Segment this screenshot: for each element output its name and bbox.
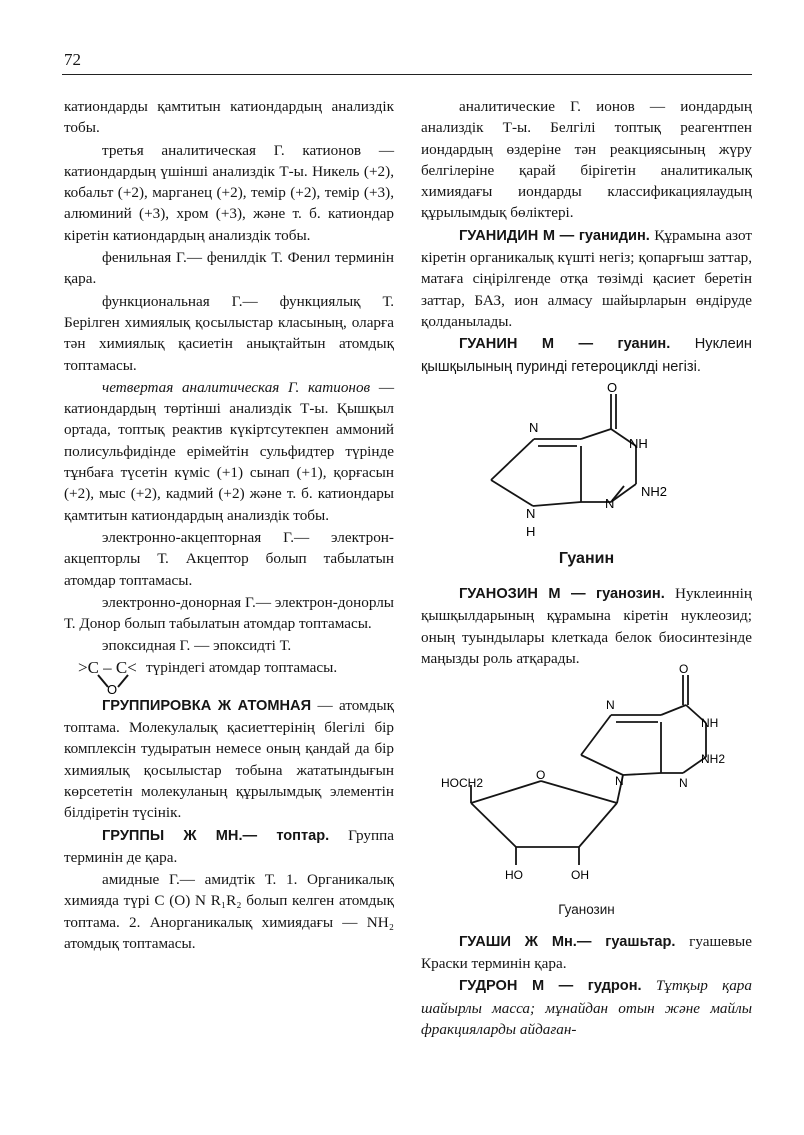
entry-text: амидные Г.— амидтік Т. 1. Органикалық химияда түрі C (O) N R₁R₂ болып келген атомдық топтама. 2. Анорганикалық химиядағы — NH₂ атомдық топтамасы. (64, 871, 394, 952)
svg-text:O: O (536, 768, 546, 783)
left-column (64, 96, 394, 955)
entry-text: ГУАНИН М — гуанин. Нуклеин қышқылының пуринді гетероциклді негізі. (421, 336, 752, 375)
guanine-structure (421, 379, 752, 544)
svg-text:NH: NH (701, 716, 719, 731)
entry-text: ГУАНОЗИН М — гуанозин. Нуклеиннің қышқылдарының құрамына кіретін нуклеозид; оның туындылары клеткада белок биосинтезінде маңызды роль атқарады. (421, 585, 752, 668)
entry-text: четвертая аналитическая Г. катионов — катиондардың төртінші анализдік Т-ы. Қышқыл ортада, топтық реактив күкіртсутекпен аммоний полисульфидінде ерімейтін сульфидтер түрінде тұнбаға түсетін күміс (+1) сынап (+1), қорғасын (+2), мыс (+2), кадмий (+2) және т. б. катиондары қамтитын катиондардың анализдік тобы. (64, 378, 394, 524)
entry-text: ГРУППЫ Ж МН.— топтар. Группа терминін де қара. (64, 826, 394, 866)
epoxy-formula: >C – C< түріндегі атомдар топтамасы. O (78, 657, 338, 697)
guanosine-structure (421, 662, 752, 895)
entry-text: эпоксидная Г. — эпоксидті Т. (102, 637, 292, 655)
svg-text:HOCH2: HOCH2 (441, 776, 484, 791)
svg-text:N: N (606, 698, 615, 713)
svg-text:N: N (615, 774, 624, 789)
svg-text:N: N (526, 505, 536, 521)
entry-text: электронно-донорная Г.— электрон-донорлы Т. Донор болып табылатын атомдар топтамасы. (64, 593, 394, 633)
svg-text:O: O (679, 662, 689, 677)
svg-text:H: H (526, 523, 536, 539)
entry-text: электронно-акцепторная Г.— электрон-акцепторлы Т. Акцептор болып табылатын атомдар топтамасы. (64, 528, 394, 589)
svg-text:N: N (605, 495, 615, 511)
entry-text: аналитические Г. ионов — иондардың анализдік Т-ы. Белгілі топтық реагентпен иондардың өздеріне тән реакциясының жүру белгілеріне қарай бірігетін аналитикалық химиядағы иондарды классификациялаудың құрылымдық бөліктері. (421, 98, 752, 222)
entry-text: катиондарды қамтитын катиондардың анализдік тобы. (64, 98, 394, 137)
svg-text:NH2: NH2 (701, 752, 726, 767)
entry-text: ГУАНИДИН М — гуанидин. Құрамына азот кіретін органикалық күшті негіз; қопарғыш заттар, матаға сіңірілгенде отқа төзімді қасиет беретін заттар, БАЗ, ион алмасу шайырларын өндіруде қолданылады. (421, 226, 752, 330)
svg-text:O: O (107, 681, 118, 697)
svg-text:N: N (529, 419, 539, 435)
entry-text: ГРУППИРОВКА Ж АТОМНАЯ — атомдық топтама. Молекулалық қасиеттерінің бlегілі бір комплексін тудыратын немесе оның қандай да бір химиялық қосылыстар тобына жататындығын көрсететін молекуланың құрылымдық элементін білдіретін түсінік. (64, 696, 394, 822)
right-column (421, 96, 752, 1041)
page-number: 72 (64, 50, 81, 69)
entry-text: ГУДРОН М — гудрон. Тұтқыр қара шайырлы масса; мұнайдан отын және майлы фракцияларды айдаған- (421, 977, 752, 1038)
svg-text:N: N (679, 776, 688, 791)
svg-text:NH: NH (629, 435, 648, 451)
svg-text:OH: OH (571, 868, 589, 883)
entry-text: ГУАШИ Ж Мн.— гуашьтар. гуашевые Краски терминін қара. (421, 932, 753, 972)
svg-text:O: O (607, 379, 618, 395)
figure-caption: Гуанин (558, 549, 615, 567)
entry-text: фенильная Г.— фенилдік Т. Фенил терминін қара. (64, 249, 394, 288)
entry-text: третья аналитическая Г. катионов — катиондардың үшінші анализдік Т-ы. Никель (+2), кобальт (+2), марганец (+2), темір (+2), темір (+3), алюминий (+3), хром (+3), және т. б. катиондар кіретін катиондардың анализдік тобы. (64, 141, 395, 244)
header-rule (62, 74, 752, 75)
svg-text:NH2: NH2 (641, 483, 668, 499)
svg-text:HO: HO (505, 868, 523, 883)
epoxy-bridge-icon (94, 673, 134, 697)
entry-text: функциональная Г.— функциялық Т. Берілген химиялық қосылыстар класының, оларға тән химиялық қасиетін анықтайтын атомдық топтамасы. (64, 292, 394, 374)
figure-caption: Гуанозин (558, 902, 615, 918)
